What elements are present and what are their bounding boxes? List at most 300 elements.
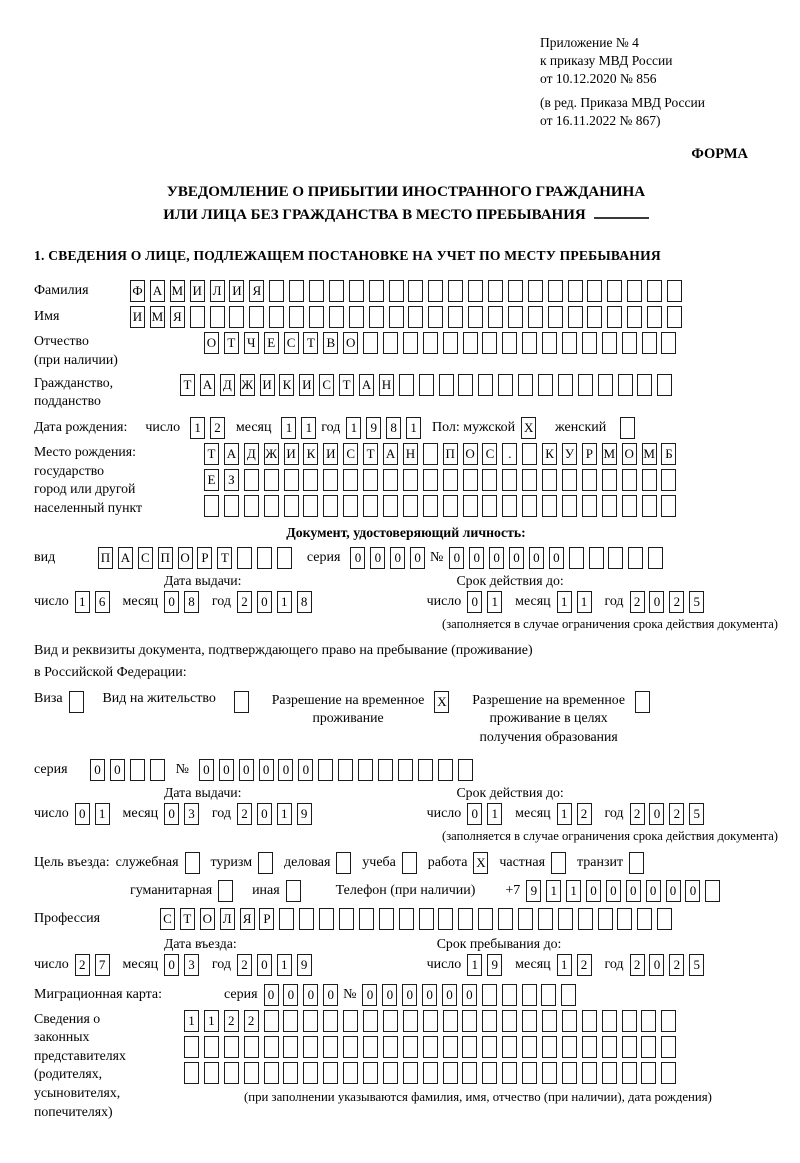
char-box xyxy=(264,1010,279,1032)
guardians-boxes-row1 xyxy=(184,1010,712,1032)
char-box xyxy=(264,495,279,517)
char-box xyxy=(338,759,353,781)
char-box: 1 xyxy=(487,591,502,613)
header-line-order-date: от 10.12.2020 № 856 xyxy=(540,71,657,87)
char-box xyxy=(423,469,438,491)
identity-issue-month-boxes xyxy=(164,591,204,613)
char-box: 0 xyxy=(164,803,179,825)
char-box xyxy=(607,280,622,302)
char-box: 0 xyxy=(666,880,681,902)
char-box xyxy=(204,495,219,517)
purpose-option-tourism xyxy=(210,852,278,874)
residence-doc-date-labels xyxy=(34,785,778,801)
char-box xyxy=(508,280,523,302)
char-box xyxy=(602,1036,617,1058)
char-box xyxy=(210,306,225,328)
char-box: 0 xyxy=(462,984,477,1006)
birthplace-label-block xyxy=(34,443,204,518)
char-box xyxy=(628,547,643,569)
section1-heading: 1. СВЕДЕНИЯ О ЛИЦЕ, ПОДЛЕЖАЩЕМ ПОСТАНОВКЕ НА УЧЕТ ПО МЕСТУ ПРЕБЫВАНИЯ xyxy=(34,248,661,264)
char-box xyxy=(399,908,414,930)
char-box: Ч xyxy=(244,332,259,354)
residence-doc-valid-label: Срок действия до: xyxy=(456,784,564,800)
char-box: И xyxy=(190,280,205,302)
residence-valid-day-label: число xyxy=(426,805,462,821)
char-box xyxy=(389,280,404,302)
char-box xyxy=(418,759,433,781)
char-box: 0 xyxy=(90,759,105,781)
char-box xyxy=(184,1036,199,1058)
entry-dates-row xyxy=(34,954,778,976)
purpose-humanitarian-checkbox xyxy=(218,880,238,902)
char-box: П xyxy=(443,443,458,465)
purpose-option-private xyxy=(499,852,571,874)
char-box xyxy=(184,1062,199,1084)
temp-permit-option xyxy=(272,691,455,728)
char-box xyxy=(130,759,145,781)
char-box: 2 xyxy=(669,591,684,613)
birthplace-label-city1: город или другой xyxy=(34,481,136,497)
char-box: 1 xyxy=(190,417,205,439)
profession-row xyxy=(34,908,778,930)
char-box xyxy=(403,1062,418,1084)
char-box xyxy=(303,1062,318,1084)
char-box: М xyxy=(170,280,185,302)
char-box xyxy=(508,306,523,328)
guardians-boxes-column xyxy=(184,1010,712,1105)
char-box xyxy=(443,469,458,491)
char-box: 0 xyxy=(350,547,365,569)
char-box: К xyxy=(303,443,318,465)
char-box xyxy=(229,306,244,328)
char-box: 2 xyxy=(577,954,592,976)
char-box xyxy=(69,691,84,713)
char-box xyxy=(398,759,413,781)
guardians-label-block xyxy=(34,1010,184,1122)
form-title-line1: УВЕДОМЛЕНИЕ О ПРИБЫТИИ ИНОСТРАННОГО ГРАЖДАНИНА xyxy=(166,184,646,201)
purpose-study-checkbox xyxy=(402,852,422,874)
char-box xyxy=(283,1062,298,1084)
header-line-appendix: Приложение № 4 xyxy=(540,35,639,50)
char-box: 0 xyxy=(323,984,338,1006)
char-box: 0 xyxy=(509,547,524,569)
char-box xyxy=(622,1010,637,1032)
char-box xyxy=(284,469,299,491)
char-box: 2 xyxy=(577,803,592,825)
char-box xyxy=(349,306,364,328)
char-box: 1 xyxy=(277,591,292,613)
char-box: 0 xyxy=(422,984,437,1006)
visa-label: Виза xyxy=(34,690,63,706)
char-box xyxy=(528,280,543,302)
char-box xyxy=(204,1036,219,1058)
char-box: 9 xyxy=(366,417,381,439)
header-reference-block xyxy=(540,34,778,130)
char-box xyxy=(598,908,613,930)
stay-year-boxes xyxy=(630,954,710,976)
identity-valid-day-boxes xyxy=(467,591,507,613)
char-box xyxy=(448,306,463,328)
title-blank-underline xyxy=(594,215,649,219)
char-box xyxy=(578,374,593,396)
purpose-option-business xyxy=(284,852,356,874)
char-box xyxy=(283,1010,298,1032)
char-box xyxy=(284,495,299,517)
char-box xyxy=(363,332,378,354)
char-box: 2 xyxy=(237,803,252,825)
char-box xyxy=(423,332,438,354)
char-box: 0 xyxy=(164,954,179,976)
stay-until-label: Срок пребывания до: xyxy=(436,935,562,951)
purpose-study-label: учеба xyxy=(362,854,396,870)
char-box: 3 xyxy=(184,954,199,976)
char-box: 0 xyxy=(467,803,482,825)
char-box xyxy=(363,1010,378,1032)
char-box: 0 xyxy=(529,547,544,569)
char-box: 0 xyxy=(164,591,179,613)
guardians-boxes-row3 xyxy=(184,1062,712,1084)
char-box xyxy=(323,1010,338,1032)
birthdate-year-boxes xyxy=(346,417,426,439)
char-box: 1 xyxy=(467,954,482,976)
char-box xyxy=(443,1010,458,1032)
char-box xyxy=(522,469,537,491)
patronymic-label: Отчество xyxy=(34,333,89,349)
char-box xyxy=(622,1036,637,1058)
char-box xyxy=(283,1036,298,1058)
char-box xyxy=(661,1062,676,1084)
char-box: 2 xyxy=(669,954,684,976)
char-box: 1 xyxy=(406,417,421,439)
char-box xyxy=(399,374,414,396)
char-box: Т xyxy=(303,332,318,354)
identity-doc-type-label: вид xyxy=(34,549,56,565)
char-box xyxy=(661,495,676,517)
char-box: 1 xyxy=(204,1010,219,1032)
char-box xyxy=(319,908,334,930)
char-box xyxy=(582,495,597,517)
patronymic-row xyxy=(34,332,778,369)
edu-permit-label3: получения образования xyxy=(479,728,618,744)
migration-card-number-label: № xyxy=(343,986,357,1002)
char-box xyxy=(647,306,662,328)
char-box: 0 xyxy=(283,984,298,1006)
guardians-note: (при заполнении указываются фамилия, имя, отчество (при наличии), дата рождения) xyxy=(244,1089,712,1104)
char-box xyxy=(383,332,398,354)
purpose-tourism-label: туризм xyxy=(210,854,253,870)
char-box: 5 xyxy=(689,591,704,613)
char-box: 2 xyxy=(237,954,252,976)
char-box: П xyxy=(158,547,173,569)
char-box: 1 xyxy=(487,803,502,825)
char-box: Т xyxy=(217,547,232,569)
char-box xyxy=(482,495,497,517)
char-box xyxy=(542,1062,557,1084)
char-box: 1 xyxy=(281,417,296,439)
char-box xyxy=(642,469,657,491)
char-box xyxy=(269,280,284,302)
char-box xyxy=(568,280,583,302)
char-box: 0 xyxy=(382,984,397,1006)
char-box xyxy=(303,1036,318,1058)
char-box: А xyxy=(200,374,215,396)
char-box: Т xyxy=(180,908,195,930)
identity-issue-month-label: месяц xyxy=(122,593,159,609)
char-box xyxy=(277,547,292,569)
char-box xyxy=(627,306,642,328)
char-box xyxy=(502,495,517,517)
entry-year-label: год xyxy=(211,956,231,972)
phone-prefix: +7 xyxy=(505,882,521,898)
purpose-row2 xyxy=(34,880,778,902)
char-box xyxy=(389,306,404,328)
char-box xyxy=(224,1036,239,1058)
char-box: О xyxy=(463,443,478,465)
char-box xyxy=(185,852,200,874)
char-box xyxy=(589,547,604,569)
residence-doc-series-boxes xyxy=(90,759,170,781)
char-box: 0 xyxy=(257,954,272,976)
migration-card-series-boxes xyxy=(264,984,344,1006)
char-box xyxy=(578,908,593,930)
char-box xyxy=(339,908,354,930)
char-box xyxy=(443,332,458,354)
char-box xyxy=(602,1010,617,1032)
char-box: 1 xyxy=(577,591,592,613)
char-box xyxy=(463,495,478,517)
purpose-other-label: иная xyxy=(252,882,280,898)
entry-day-boxes xyxy=(75,954,115,976)
char-box xyxy=(598,374,613,396)
identity-issue-year-label: год xyxy=(211,593,231,609)
char-box: К xyxy=(279,374,294,396)
patronymic-boxes xyxy=(204,332,681,354)
char-box xyxy=(602,469,617,491)
char-box xyxy=(244,469,259,491)
residence-doc-intro1: Вид и реквизиты документа, подтверждающего право на пребывание (проживание) xyxy=(34,642,533,658)
char-box xyxy=(541,984,556,1006)
purpose-transit-label: транзит xyxy=(576,854,624,870)
guardians-label2: законных xyxy=(34,1029,90,1045)
residence-doc-series-label: серия xyxy=(34,761,68,777)
char-box xyxy=(279,908,294,930)
char-box: 2 xyxy=(630,803,645,825)
char-box xyxy=(423,495,438,517)
char-box xyxy=(488,280,503,302)
char-box xyxy=(289,306,304,328)
char-box xyxy=(661,469,676,491)
purpose-option-study xyxy=(362,852,421,874)
residence-issue-day-label: число xyxy=(34,805,69,821)
char-box: 1 xyxy=(301,417,316,439)
char-box xyxy=(218,880,233,902)
char-box: О xyxy=(204,332,219,354)
residence-doc-number-boxes xyxy=(199,759,477,781)
purpose-other-checkbox xyxy=(286,880,306,902)
residence-permit-label: Вид на жительство xyxy=(102,690,216,706)
stay-month-boxes xyxy=(557,954,597,976)
char-box xyxy=(642,495,657,517)
char-box xyxy=(383,1062,398,1084)
char-box: 0 xyxy=(646,880,661,902)
char-box: Р xyxy=(259,908,274,930)
identity-doc-number-boxes xyxy=(449,547,668,569)
char-box xyxy=(458,759,473,781)
char-box xyxy=(323,1036,338,1058)
char-box xyxy=(349,280,364,302)
stay-until-group xyxy=(427,954,710,976)
char-box xyxy=(419,908,434,930)
char-box: 3 xyxy=(184,803,199,825)
residence-doc-intro2: в Российской Федерации: xyxy=(34,665,187,681)
char-box xyxy=(224,495,239,517)
char-box xyxy=(402,852,417,874)
char-box: 2 xyxy=(224,1010,239,1032)
char-box xyxy=(582,469,597,491)
char-box xyxy=(428,280,443,302)
surname-label: Фамилия xyxy=(34,283,89,299)
char-box: 2 xyxy=(244,1010,259,1032)
char-box xyxy=(502,1062,517,1084)
char-box: . xyxy=(502,443,517,465)
residence-permit-option xyxy=(102,691,253,713)
char-box: 0 xyxy=(264,984,279,1006)
char-box xyxy=(264,1036,279,1058)
char-box: А xyxy=(383,443,398,465)
residence-doc-note: (заполняется в случае ограничения срока действия документа) xyxy=(442,828,778,843)
char-box: 1 xyxy=(557,954,572,976)
entry-date-group xyxy=(34,954,317,976)
citizenship-row xyxy=(34,374,778,411)
char-box xyxy=(629,852,644,874)
char-box xyxy=(642,332,657,354)
char-box: Р xyxy=(197,547,212,569)
char-box xyxy=(667,280,682,302)
givenname-boxes xyxy=(130,306,687,328)
citizenship-boxes xyxy=(180,374,677,396)
char-box: 2 xyxy=(237,591,252,613)
char-box: К xyxy=(542,443,557,465)
char-box xyxy=(551,852,566,874)
visa-checkbox xyxy=(69,691,89,713)
char-box xyxy=(618,374,633,396)
char-box xyxy=(264,469,279,491)
char-box xyxy=(542,332,557,354)
char-box: У xyxy=(562,443,577,465)
residence-issue-month-boxes xyxy=(164,803,204,825)
char-box xyxy=(343,1010,358,1032)
char-box: И xyxy=(299,374,314,396)
char-box xyxy=(622,495,637,517)
char-box xyxy=(488,306,503,328)
char-box: З xyxy=(224,469,239,491)
char-box: М xyxy=(602,443,617,465)
char-box xyxy=(637,908,652,930)
char-box xyxy=(558,374,573,396)
char-box xyxy=(548,306,563,328)
identity-issue-day-boxes xyxy=(75,591,115,613)
char-box xyxy=(562,469,577,491)
char-box xyxy=(561,984,576,1006)
char-box xyxy=(468,280,483,302)
char-box xyxy=(522,443,537,465)
char-box: И xyxy=(229,280,244,302)
char-box xyxy=(359,908,374,930)
char-box xyxy=(363,495,378,517)
char-box: С xyxy=(284,332,299,354)
char-box xyxy=(538,908,553,930)
char-box: 0 xyxy=(469,547,484,569)
birthplace-boxes-column xyxy=(204,443,681,521)
char-box: Д xyxy=(244,443,259,465)
identity-valid-month-boxes xyxy=(557,591,597,613)
char-box xyxy=(234,691,249,713)
char-box: Я xyxy=(249,280,264,302)
edu-permit-option xyxy=(472,691,655,747)
char-box xyxy=(462,1062,477,1084)
char-box xyxy=(343,1062,358,1084)
char-box: 0 xyxy=(489,547,504,569)
char-box: О xyxy=(200,908,215,930)
temp-permit-checkbox xyxy=(434,691,454,713)
char-box: Е xyxy=(264,332,279,354)
char-box: Т xyxy=(339,374,354,396)
char-box: И xyxy=(284,443,299,465)
char-box: 1 xyxy=(184,1010,199,1032)
char-box: 1 xyxy=(75,591,90,613)
purpose-work-checkbox xyxy=(473,852,493,874)
char-box xyxy=(661,1010,676,1032)
char-box xyxy=(369,280,384,302)
char-box xyxy=(358,759,373,781)
char-box xyxy=(641,1010,656,1032)
residence-doc-dates-row xyxy=(34,803,778,825)
char-box: 2 xyxy=(630,591,645,613)
migration-card-label: Миграционная карта: xyxy=(34,986,163,1002)
char-box: 8 xyxy=(386,417,401,439)
char-box xyxy=(522,984,537,1006)
char-box xyxy=(383,1010,398,1032)
char-box: X xyxy=(521,417,536,439)
header-line-order: к приказу МВД России xyxy=(540,53,673,69)
char-box xyxy=(542,469,557,491)
identity-valid-year-label: год xyxy=(604,593,624,609)
char-box xyxy=(478,374,493,396)
char-box xyxy=(443,495,458,517)
char-box: 8 xyxy=(184,591,199,613)
identity-doc-type-row xyxy=(34,547,778,569)
char-box xyxy=(299,908,314,930)
char-box: Ж xyxy=(264,443,279,465)
char-box: 0 xyxy=(649,803,664,825)
char-box xyxy=(602,1062,617,1084)
stay-month-label: месяц xyxy=(515,956,551,972)
char-box xyxy=(428,306,443,328)
birthplace-label: Место рождения: xyxy=(34,443,136,459)
purpose-private-checkbox xyxy=(551,852,571,874)
char-box xyxy=(408,280,423,302)
char-box xyxy=(502,984,517,1006)
char-box xyxy=(318,759,333,781)
residence-doc-options-row xyxy=(34,691,778,747)
char-box: 0 xyxy=(442,984,457,1006)
char-box: 9 xyxy=(297,954,312,976)
migration-card-row xyxy=(34,984,778,1006)
char-box xyxy=(641,1036,656,1058)
char-box xyxy=(343,469,358,491)
char-box xyxy=(343,1036,358,1058)
char-box xyxy=(502,1010,517,1032)
